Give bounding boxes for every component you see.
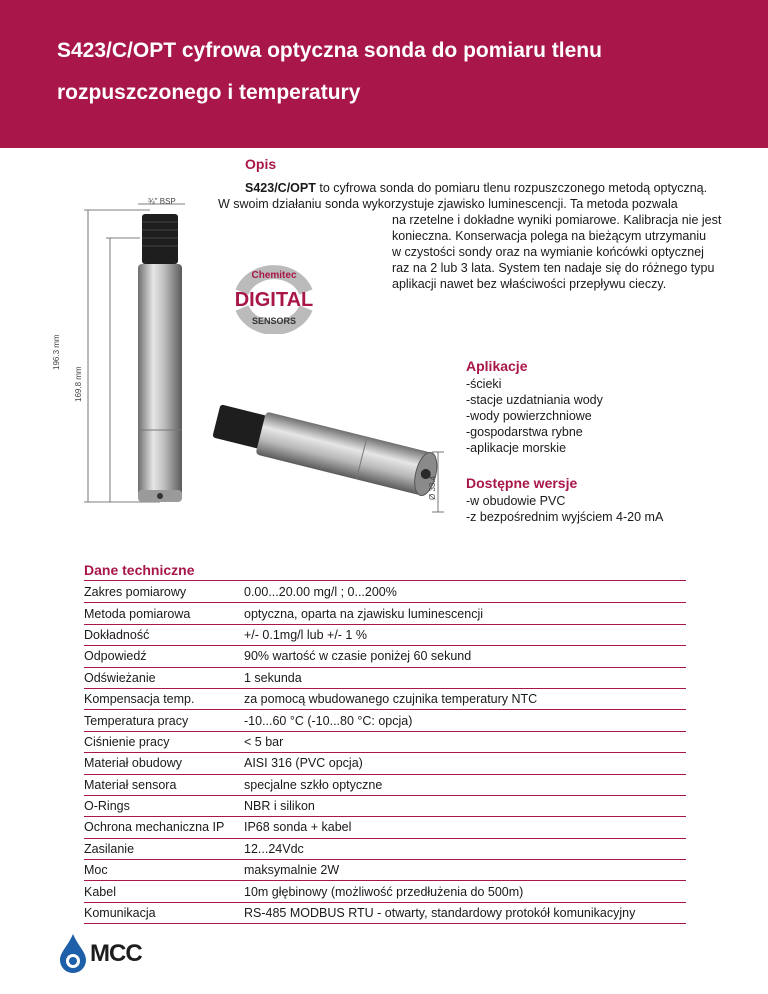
versions-list (466, 493, 663, 525)
tech-title: Dane techniczne (84, 562, 195, 578)
description-line5: w czystości sondy oraz na wymianie końcówki optycznej (392, 245, 704, 259)
divider (84, 580, 686, 581)
tech-table (84, 582, 686, 924)
spec-label: O-Rings (84, 799, 130, 814)
spec-value: optyczna, oparta na zjawisku luminescencji (244, 606, 484, 621)
description-text-1: to cyfrowa sonda do pomiaru tlenu rozpuszczonego metodą optyczną. (319, 181, 708, 195)
product-name: S423/C/OPT (245, 181, 316, 195)
spec-label: Zasilanie (84, 841, 135, 856)
spec-label: Dokładność (84, 627, 150, 642)
description-line6: raz na 2 lub 3 lata. System ten nadaje się do różnego typu (392, 261, 715, 275)
list-item: -z bezpośrednim wyjściem 4-20 mA (466, 510, 664, 524)
table-row (84, 753, 686, 774)
description-line2: W swoim działaniu sonda wykorzystuje zjawisko luminescencji. Ta metoda pozwala (218, 197, 678, 211)
logo-top-text: Chemitec (251, 270, 297, 281)
table-row (84, 624, 686, 645)
table-row (84, 667, 686, 688)
water-drop-icon (58, 932, 88, 974)
diameter-dimension: Ø 33.4 (428, 475, 437, 500)
spec-label: Ciśnienie pracy (84, 734, 170, 749)
table-row (84, 795, 686, 816)
description-line7: aplikacji nawet bez właściwości przepływu cieczy. (392, 277, 667, 291)
table-row (84, 838, 686, 859)
logo-bottom-text: SENSORS (251, 316, 296, 326)
list-item: -w obudowie PVC (466, 494, 566, 508)
total-length-dimension: 196.3 mm (52, 334, 61, 370)
mcc-logo (58, 930, 158, 976)
applications-list (466, 376, 603, 456)
probe2-body (255, 412, 431, 496)
spec-value: 1 sekunda (244, 670, 302, 685)
chemitec-digital-logo (222, 262, 326, 334)
spec-value: RS-485 MODBUS RTU - otwarty, standardowy protokół komunikacyjny (244, 906, 636, 921)
table-row (84, 881, 686, 902)
description-title: Opis (245, 156, 277, 172)
spec-value: 12...24Vdc (244, 841, 304, 856)
spec-label: Ochrona mechaniczna IP (84, 820, 225, 835)
mcc-logo-text: MCC (90, 940, 142, 967)
description-line4: konieczna. Konserwacja polega na bieżącym utrzymaniu (392, 229, 707, 243)
description-line3: na rzetelne i dokładne wyniki pomiarowe. Kalibracja nie jest (392, 213, 722, 227)
table-row (84, 710, 686, 731)
table-row (84, 582, 686, 603)
list-item: -ścieki (466, 377, 502, 391)
table-row (84, 646, 686, 667)
spec-value: maksymalnie 2W (244, 863, 340, 878)
spec-label: Kompensacja temp. (84, 692, 195, 707)
thread-dimension: ¾" BSP (148, 197, 176, 206)
list-item: -aplikacje morskie (466, 441, 567, 455)
versions-title: Dostępne wersje (466, 475, 578, 491)
header-banner (0, 0, 768, 148)
spec-value: 90% wartość w czasie poniżej 60 sekund (244, 649, 472, 664)
table-row (84, 817, 686, 838)
page-title: S423/C/OPT cyfrowa optyczna sonda do pomiaru tlenu rozpuszczonego i temperatury (57, 39, 602, 104)
spec-label: Odpowiedź (84, 649, 147, 664)
list-item: -stacje uzdatniania wody (466, 393, 603, 407)
table-row (84, 688, 686, 709)
probe-illustration (60, 190, 480, 520)
spec-value: +/- 0.1mg/l lub +/- 1 % (244, 627, 367, 642)
spec-value: < 5 bar (244, 734, 284, 749)
table-row (84, 731, 686, 752)
spec-value: NBR i silikon (244, 799, 315, 814)
table-row (84, 603, 686, 624)
spec-value: za pomocą wbudowanego czujnika temperatury NTC (244, 692, 538, 707)
spec-label: Metoda pomiarowa (84, 606, 191, 621)
spec-value: specjalne szkło optyczne (244, 777, 383, 792)
spec-label: Moc (84, 863, 108, 878)
spec-label: Kabel (84, 884, 116, 899)
spec-value: IP68 sonda + kabel (244, 820, 352, 835)
spec-label: Odświeżanie (84, 670, 156, 685)
applications-title: Aplikacje (466, 358, 528, 374)
spec-label: Zakres pomiarowy (84, 585, 187, 600)
spec-value: -10...60 °C (-10...80 °C: opcja) (244, 713, 413, 728)
list-item: -wody powierzchniowe (466, 409, 592, 423)
probe-body (138, 264, 182, 496)
list-item: -gospodarstwa rybne (466, 425, 583, 439)
table-row (84, 774, 686, 795)
table-row (84, 860, 686, 881)
spec-value: AISI 316 (PVC opcja) (244, 756, 363, 771)
spec-value: 0.00...20.00 mg/l ; 0...200% (244, 585, 397, 600)
spec-label: Materiał sensora (84, 777, 177, 792)
spec-label: Materiał obudowy (84, 756, 182, 771)
logo-digital-text: DIGITAL (234, 289, 314, 311)
table-row (84, 902, 686, 923)
spec-label: Temperatura pracy (84, 713, 189, 728)
spec-label: Komunikacja (84, 906, 156, 921)
spec-value: 10m głębinowy (możliwość przedłużenia do 500m) (244, 884, 524, 899)
body-length-dimension: 169.8 mm (74, 366, 83, 402)
